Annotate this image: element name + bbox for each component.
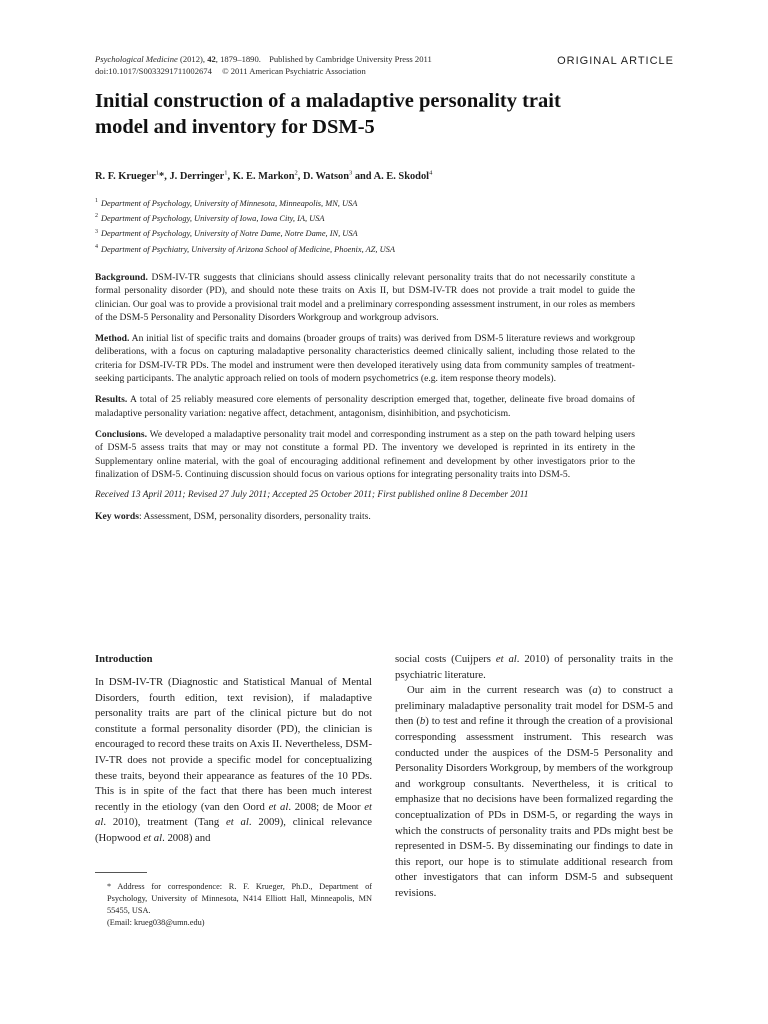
footnote (95, 872, 372, 929)
conclusions-label: Conclusions. (95, 428, 147, 440)
journal-volume: 42 (207, 54, 216, 64)
correspondence-email[interactable]: (Email: krueg038@umn.edu) (107, 918, 205, 927)
author-3: K. E. Markon$^2$, (232, 170, 303, 183)
author-5: A. E. Skodol$^4$ (373, 170, 433, 183)
author-4: D. Watson$^3$ and (302, 170, 374, 183)
abstract (95, 271, 635, 523)
results-text: A total of 25 reliably measured core elements of personality description emerged that, together, delineate five broad domains of maladaptive personality variation: negative affect, detachment, antagonism, disinhibition, and psychoticism. (95, 394, 636, 419)
keywords-label: Key words (95, 511, 139, 523)
abstract-background (95, 271, 635, 324)
journal-publisher: Published by Cambridge University Press 2011 (269, 54, 432, 64)
author-2: J. Derringer$^1$, (169, 170, 233, 183)
keywords (95, 510, 635, 523)
journal-name: Psychological Medicine (95, 54, 178, 64)
right-paragraph-1: social costs (Cuijpers et al. 2010) of personality traits in the psychiatric literature. (395, 653, 673, 681)
affiliation-4: $^4$ Department of Psychiatry, University of Arizona School of Medicine, Phoenix, AZ, USA (95, 243, 395, 254)
journal-pages: , 1879–1890. (215, 54, 261, 64)
affiliation-3: $^3$ Department of Psychology, University of Notre Dame, Notre Dame, IN, USA (95, 228, 358, 239)
title-line-1: Initial construction of a maladaptive personality trait (95, 90, 561, 112)
background-text: DSM-IV-TR suggests that clinicians should assess clinically relevant personality traits that do not necessarily constitute a formal personality disorder (PD), and should note these traits on Axis II, but DSM-IV-TR does not provide a trait model to guide the clinician. Our goal was to provide a provisional trait model and a preliminary corresponding assessment instrument, in our roles as members of the DSM-5 Personality and Personality Disorders Workgroup and workgroup advisors. (95, 272, 635, 323)
journal-year: (2012), (179, 54, 206, 64)
correspondence-address: * Address for correspondence: R. F. Krueger, Ph.D., Department of Psychology, University of Minnesota, N414 Elliott Hall, Minneapolis, MN 55455, USA. (107, 882, 372, 915)
right-column (395, 652, 673, 902)
footnote-rule (95, 872, 147, 873)
journal-citation (95, 53, 515, 77)
background-label: Background. (95, 272, 148, 283)
right-paragraph-2: Our aim in the current research was (a) to construct a preliminary maladaptive personality trait model for DSM-5 and then (b) to test and refine it through the creation of a provisional corresponding assessment instrument. This research was conducted under the auspices of the DSM-5 Personality and Personality Disorders Workgroup, by members of the workgroup and workgroup consultants. Nevertheless, it is critical to emphasize that no decisions have been formalized regarding the conceptualization of PDs in DSM-5, or regarding the ways in which the constructs of personality traits and PDs might best be represented in DSM-5. By disseminating our findings to date in this report, our hope is to stimulate additional research from other investigators that can inform DSM-5 and subsequent revisions. (395, 684, 673, 899)
section-heading-introduction: Introduction (95, 654, 153, 665)
conclusions-text: We developed a maladaptive personality trait model and corresponding instrument as a step on the path toward helping users of DSM-5 assess traits that may or may not constitute a formal PD. The inventory we developed is reprinted in its entirety in the Supplementary online material, with the goal of encouraging additional refinement and development by other investigators prior to the finalization of DSM-5. Continuing discussion should focus on various options for integrating personality traits into DSM-5. (95, 428, 635, 480)
affiliation-1: $^1$ Department of Psychology, University of Minnesota, Minneapolis, MN, USA (95, 198, 358, 208)
keywords-text: : Assessment, DSM, personality disorders, personality traits. (138, 511, 371, 523)
intro-paragraph-1: In DSM-IV-TR (Diagnostic and Statistical Manual of Mental Disorders, fourth edition, text revision), if maladaptive personality traits are part of the clinical picture but do not constitute a formal personality disorder (PD), the clinician is encouraged to record these traits on Axis II. Nevertheless, DSM-IV-TR does not provide a specific model for conceptualizing these traits, beyond their appearance as features of the 10 PDs. This is in spite of the fact that there has been much interest recently in the etiology (van den Oord et al. 2008; de Moor et al. 2010), treatment (Tang et al. 2009), clinical relevance (Hopwood et al. 2008) and (95, 676, 372, 844)
article-type-label: ORIGINAL ARTICLE (557, 55, 674, 67)
results-label: Results. (95, 394, 128, 406)
abstract-results (95, 393, 635, 420)
author-list (95, 170, 695, 182)
left-column (95, 653, 372, 847)
title-line-2: model and inventory for DSM-5 (95, 116, 375, 138)
affiliation-list (95, 195, 695, 256)
affiliation-2: $^2$ Department of Psychology, University of Iowa, Iowa City, IA, USA (95, 213, 325, 224)
method-label: Method. (95, 333, 130, 345)
author-1: R. F. Krueger$^1$*, (95, 170, 170, 183)
method-text: An initial list of specific traits and domains (broader groups of traits) was derived from DSM-5 literature reviews and workgroup deliberations, with a focus on capturing maladaptive personality characteristics deemed clinically salient, including those related to the criteria for DSM-IV-TR PDs. The model and instrument were then developed iteratively using data from community samples of treatment-seeking participants. The analytic approach relied on tools of modern psychometrics (e.g. item response theory models). (95, 333, 635, 385)
doi-link[interactable]: doi:10.1017/S0033291711002674 (95, 66, 212, 76)
article-title (95, 88, 695, 140)
article-dates: Received 13 April 2011; Revised 27 July 2011; Accepted 25 October 2011; First published online 8 December 2011 (95, 490, 529, 501)
copyright: © 2011 American Psychiatric Association (222, 66, 366, 76)
abstract-method (95, 332, 635, 385)
abstract-conclusions (95, 428, 635, 481)
